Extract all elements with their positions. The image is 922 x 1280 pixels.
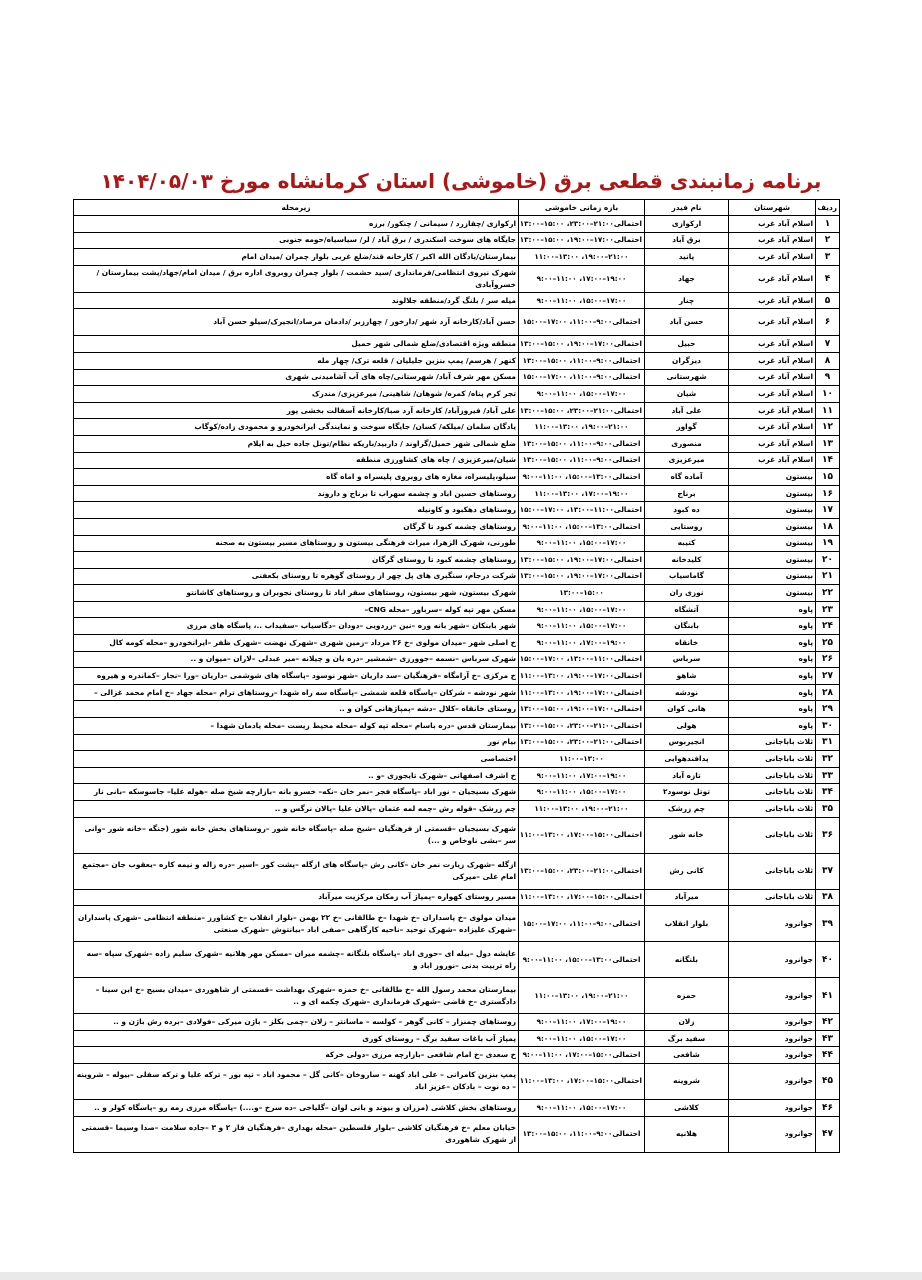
cell-time: ۱۷:۰۰–۱۵:۰۰، ۱۱:۰۰–۹:۰۰ [519,535,645,552]
cell-area: طورنی، شهرک الزهرا، میراث فرهنگی بیستون و روستاهای مسیر بیستون به صحنه [74,535,519,552]
cell-feeder: میرآباد [645,889,729,906]
cell-radif: ۲۶ [816,651,840,668]
cell-feeder: پدافندهوایی [645,751,729,768]
cell-area: بیمارستان/یادگان الله اکبر / کارخانه قند/ضلع غربی بلوار چمران /میدان امام [74,249,519,266]
cell-time: ۲۱:۰۰–۱۹:۰۰، ۱۳:۰۰–۱۱:۰۰ [519,801,645,818]
table-row [74,232,840,249]
cell-feeder: جهاد [645,265,729,292]
cell-feeder: حبیل [645,336,729,353]
cell-city: جوانرود [729,978,816,1014]
cell-city: جوانرود [729,1099,816,1116]
cell-radif: ۳۴ [816,784,840,801]
cell-area: روستاهای چشمه کبود تا گرگان [74,518,519,535]
table-row [74,1063,840,1099]
cell-city: پاوه [729,651,816,668]
cell-area: تجر کرم پناه/ کمره/ شوهان/ شاهینی/ میرعزیزی/ مندرک [74,386,519,403]
cell-area: بیام نور [74,734,519,751]
cell-city: اسلام آباد غرب [729,265,816,292]
cell-city: بیستون [729,502,816,519]
cell-area: علی آباد/ فیروزآباد/ کارخانه آرد صبا/کارخانه آسفالت بخشی پور [74,402,519,419]
table-row [74,568,840,585]
page-title: برنامه زمانبندی قطعی برق (خاموشی) استان کرمانشاه مورخ ۱۴۰۴/۰۵/۰۳ [100,169,822,193]
cell-radif: ۲ [816,232,840,249]
cell-radif: ۳۱ [816,734,840,751]
cell-area: منطقه ویژه اقتصادی/ضلع شمالی شهر حمیل [74,336,519,353]
table-row [74,419,840,436]
cell-area: میله سر / بلنگ گرد/منطقه جلالوند [74,292,519,309]
cell-feeder: حسن آباد [645,309,729,336]
table-row [74,751,840,768]
cell-feeder: پانید [645,249,729,266]
cell-city: اسلام آباد غرب [729,402,816,419]
cell-city: بیستون [729,535,816,552]
cell-area: شهرک نیروی انتظامی/فرمانداری /سید حشمت / بلوار چمران روبروی اداره برق / میدان امام/جهاد/پشت بیمارستان / خسروآبادی [74,265,519,292]
cell-time: ۱۹:۰۰–۱۷:۰۰، ۱۱:۰۰–۹:۰۰ [519,635,645,652]
cell-feeder: بلنگانه [645,942,729,978]
cell-time: احتمالی۱۷:۰۰–۱۹:۰۰، ۱۵:۰۰–۱۳:۰۰ [519,552,645,569]
table-row [74,386,840,403]
cell-radif: ۵ [816,292,840,309]
cell-area: بیمارستان محمد رسول الله –خ طالقانی –خ حمزه –شهرک بهداشت –قسمتی از شاهوردی –میدان بسیج –خ ابن سینا –دادگستری –خ قاضی –شهرک فرمانداری –شهرک چکمه ای و .. [74,978,519,1014]
cell-area: خ اصلی شهر –میدان مولوی –خ ۲۶ مرداد –زمین شهری –شهرک نهضت –شهرک ظفر –ایرانخودرو –محله کومه کال [74,635,519,652]
cell-radif: ۲۳ [816,601,840,618]
cell-time: ۲۱:۰۰–۱۹:۰۰، ۱۳:۰۰–۱۱:۰۰ [519,978,645,1014]
cell-feeder: گواور [645,419,729,436]
cell-city: جوانرود [729,1116,816,1152]
cell-feeder: آتشگاه [645,601,729,618]
table-row [74,635,840,652]
table-row [74,292,840,309]
cell-radif: ۱۰ [816,386,840,403]
cell-time: ۱۷:۰۰–۱۵:۰۰، ۱۱:۰۰–۹:۰۰ [519,618,645,635]
cell-city: اسلام آباد غرب [729,419,816,436]
cell-time: احتمالی۹:۰۰–۱۱:۰۰، ۱۵:۰۰–۱۳:۰۰ [519,1116,645,1152]
table-row [74,889,840,906]
cell-time: ۱۹:۰۰–۱۷:۰۰، ۱۱:۰۰–۹:۰۰ [519,1014,645,1031]
cell-time: احتمالی۱۷:۰۰–۱۹:۰۰، ۱۳:۰۰–۱۱:۰۰ [519,668,645,685]
cell-radif: ۴۰ [816,942,840,978]
cell-time: ۱۵:۰۰–۱۳:۰۰ [519,585,645,602]
cell-radif: ۷ [816,336,840,353]
cell-radif: ۱۱ [816,402,840,419]
cell-radif: ۲۴ [816,618,840,635]
cell-city: ثلاث باباجانی [729,801,816,818]
table-body [74,216,840,1153]
cell-feeder: برناج [645,485,729,502]
cell-feeder: شروینه [645,1063,729,1099]
cell-time: ۱۷:۰۰–۱۵:۰۰، ۱۱:۰۰–۹:۰۰ [519,784,645,801]
cell-radif: ۱۷ [816,502,840,519]
cell-city: پاوه [729,701,816,718]
cell-radif: ۳۹ [816,906,840,942]
table-row [74,817,840,853]
cell-feeder: علی آباد [645,402,729,419]
cell-area: چم زرشک –قوله رش –چمه لمه عثمان –پالان علیا –پالان نرگس و .. [74,801,519,818]
cell-feeder: خانه شور [645,817,729,853]
cell-radif: ۴۳ [816,1030,840,1047]
cell-time: احتمالی۱۷:۰۰–۱۹:۰۰، ۱۵:۰۰–۱۳:۰۰ [519,568,645,585]
cell-city: اسلام آباد غرب [729,435,816,452]
cell-city: پاوه [729,684,816,701]
cell-city: اسلام آباد غرب [729,216,816,233]
table-row [74,942,840,978]
table-row [74,651,840,668]
cell-area: روستاهای حسین اباد و چشمه سهراب تا برناج و داروند [74,485,519,502]
table-row [74,767,840,784]
cell-radif: ۴۲ [816,1014,840,1031]
table-row [74,801,840,818]
cell-time: احتمالی۱۷:۰۰–۱۹:۰۰، ۱۵:۰۰–۱۳:۰۰ [519,336,645,353]
cell-city: جوانرود [729,1047,816,1064]
cell-time: ۱۷:۰۰–۱۵:۰۰، ۱۱:۰۰–۹:۰۰ [519,386,645,403]
cell-time: احتمالی۱۳:۰۰–۱۵:۰۰، ۱۱:۰۰–۹:۰۰ [519,942,645,978]
cell-time: احتمالی۲۱:۰۰–۲۳:۰۰، ۱۵:۰۰–۱۳:۰۰ [519,718,645,735]
cell-city: ثلاث باباجانی [729,784,816,801]
cell-area: روستاهای دهکبود و کاونیله [74,502,519,519]
table-row [74,552,840,569]
cell-feeder: دیزگران [645,352,729,369]
cell-feeder: انجیربوس [645,734,729,751]
cell-time: ۱۳:۰۰–۱۱:۰۰ [519,751,645,768]
cell-radif: ۱ [816,216,840,233]
cell-time: احتمالی۱۳:۰۰–۱۵:۰۰، ۱۱:۰۰–۹:۰۰ [519,518,645,535]
cell-radif: ۳۵ [816,801,840,818]
cell-area: روستاهای چشمه کبود تا روستای گرگان [74,552,519,569]
cell-radif: ۲۲ [816,585,840,602]
cell-radif: ۱۵ [816,469,840,486]
cell-time: ۱۷:۰۰–۱۵:۰۰، ۱۱:۰۰–۹:۰۰ [519,601,645,618]
cell-time: ۱۹:۰۰–۱۷:۰۰، ۱۱:۰۰–۹:۰۰ [519,767,645,784]
table-row [74,369,840,386]
cell-area: یادگان سلمان /میلکه/ کسان/ جایگاه سوخت و نمایندگی ایرانخودرو و محمودی زاده/کوگاب [74,419,519,436]
cell-radif: ۴۵ [816,1063,840,1099]
cell-area: ضلع شمالی شهر حمیل/گراوند / داربید/باریکه نظام/تونل جاده حیل به ایلام [74,435,519,452]
table-row [74,336,840,353]
table-row [74,668,840,685]
cell-city: بیستون [729,568,816,585]
cell-radif: ۳۷ [816,853,840,889]
cell-radif: ۴ [816,265,840,292]
cell-radif: ۲۹ [816,701,840,718]
cell-feeder: سفید برگ [645,1030,729,1047]
cell-area: خ اشرف اصفهانی –شهرک تایجوزی –و .. [74,767,519,784]
cell-city: جوانرود [729,906,816,942]
cell-feeder: هولی [645,718,729,735]
cell-time: احتمالی۲۱:۰۰–۲۳:۰۰، ۱۵:۰۰–۱۳:۰۰ [519,216,645,233]
cell-time: احتمالی۱۳:۰۰–۱۵:۰۰، ۱۱:۰۰–۹:۰۰ [519,469,645,486]
cell-area: روستاهای بخش کلاشی (مزران و بیوند و بانی لوان –گلیاخی –ده سرخ –و....) –پاسگاه مرزی رمه رو –پاسگاه کولر و .. [74,1099,519,1116]
cell-area: کنهر / هرسم/ پمپ بنزین جلیلیان / قلعه ترک/ چهار مله [74,352,519,369]
cell-feeder: چنار [645,292,729,309]
cell-city: پاوه [729,668,816,685]
cell-radif: ۱۸ [816,518,840,535]
cell-city: پاوه [729,718,816,735]
cell-radif: ۲۵ [816,635,840,652]
cell-area: خ سعدی –خ امام شافعی –بازارچه مرزی –دولی خرکه [74,1047,519,1064]
cell-feeder: نوزی ران [645,585,729,602]
cell-city: بیستون [729,485,816,502]
cell-radif: ۶ [816,309,840,336]
cell-time: احتمالی۱۷:۰۰–۱۹:۰۰، ۱۵:۰۰–۱۳:۰۰ [519,232,645,249]
table-row [74,784,840,801]
cell-radif: ۴۶ [816,1099,840,1116]
cell-city: جوانرود [729,1063,816,1099]
table-row [74,309,840,336]
cell-city: جوانرود [729,1030,816,1047]
cell-area: مسیر روستای کهواره –پمپاژ آب زمکان مرکزیت میرآباد [74,889,519,906]
cell-feeder: سرباس [645,651,729,668]
cell-area: میدان مولوی –خ پاسداران –خ شهدا –خ طالقانی –خ ۲۲ بهمن –بلوار انقلاب –خ کشاورز –منطقه انتظامی –شهرک پاسداران –شهرک علیزاده –شهرک توحید –ناحیه کارگاهی –صفی اباد –بیانتوش –شهرک صنعتی [74,906,519,942]
cell-city: جوانرود [729,942,816,978]
cell-area: سیلو،پلیسراه، مغازه های روبروی پلیسراه و اماه گاه [74,469,519,486]
table-row [74,352,840,369]
cell-time: ۱۹:۰۰–۱۷:۰۰، ۱۱:۰۰–۹:۰۰ [519,265,645,292]
cell-feeder: ده کبود [645,502,729,519]
cell-time: احتمالی۹:۰۰–۱۱:۰۰، ۱۵:۰۰–۱۳:۰۰ [519,435,645,452]
cell-time: احتمالی۹:۰۰–۱۱:۰۰، ۱۵:۰۰–۱۳:۰۰ [519,352,645,369]
cell-feeder: منصوری [645,435,729,452]
table-row [74,853,840,889]
table-row [74,216,840,233]
cell-city: اسلام آباد غرب [729,249,816,266]
cell-feeder: کتیبه [645,535,729,552]
cell-area: پمپاژ آب باغات سفید برگ – روستای کوری [74,1030,519,1047]
table-row [74,1030,840,1047]
cell-feeder: میرعزیزی [645,452,729,469]
header-feeder: نام فیدر [645,200,729,216]
cell-radif: ۳۶ [816,817,840,853]
cell-area: شهرک بسیجیان –قسمتی از فرهنگیان –شیخ صله –پاسگاه خانه شور –روستاهای بخش خانه شور (جنگه –خانه شور –وانی سر –بشی ناوخاص و ...) [74,817,519,853]
cell-city: پاوه [729,601,816,618]
table-row [74,265,840,292]
cell-radif: ۲۱ [816,568,840,585]
cell-feeder: حمزه [645,978,729,1014]
cell-city: ثلاث باباجانی [729,853,816,889]
cell-feeder: هانی کوان [645,701,729,718]
outage-schedule-table [73,199,840,1153]
table-row [74,435,840,452]
table-row [74,402,840,419]
cell-radif: ۳۳ [816,767,840,784]
cell-radif: ۸ [816,352,840,369]
cell-city: بیستون [729,518,816,535]
cell-time: احتمالی۲۱:۰۰–۲۳:۰۰، ۱۵:۰۰–۱۳:۰۰ [519,734,645,751]
cell-radif: ۳۸ [816,889,840,906]
cell-feeder: روستایی [645,518,729,535]
cell-area: شهر نودشه – شرکان –پاسگاه قلعه شمشی –پاسگاه سه راه شهدا –روستاهای ترام –محله جهاد –خ امام محمد غزالی – [74,684,519,701]
cell-time: احتمالی۹:۰۰–۱۱:۰۰، ۱۵:۰۰–۱۳:۰۰ [519,452,645,469]
table-row [74,734,840,751]
cell-feeder: شافعی [645,1047,729,1064]
cell-radif: ۳۰ [816,718,840,735]
table-row [74,906,840,942]
table-row [74,518,840,535]
table-row [74,1047,840,1064]
cell-city: ثلاث باباجانی [729,734,816,751]
table-row [74,1014,840,1031]
cell-area: شرکت درجام، سنگبری های پل چهر از روستای گوهره تا روستای بکعفنی [74,568,519,585]
table-row [74,701,840,718]
cell-city: اسلام آباد غرب [729,452,816,469]
cell-time: ۱۷:۰۰–۱۵:۰۰، ۱۱:۰۰–۹:۰۰ [519,1099,645,1116]
table-header-row [74,200,840,216]
cell-area: روستای خانقاه –کلال –دشه –پمپاژهانی کوان و .. [74,701,519,718]
cell-area: مسکن مهر تپه کوله –سرباور –محله CNG– [74,601,519,618]
cell-city: بیستون [729,552,816,569]
cell-time: ۲۱:۰۰–۱۹:۰۰، ۱۳:۰۰–۱۱:۰۰ [519,419,645,436]
header-city: شهرستان [729,200,816,216]
table-row [74,502,840,519]
cell-feeder: شیان [645,386,729,403]
cell-city: اسلام آباد غرب [729,336,816,353]
cell-feeder: بابنگان [645,618,729,635]
cell-area: پمپ بنزین کامرانی – علی اباد کهنه – ساروخان –کانی گل – محمود اباد – تپه بور – ترکه علیا و ترکه سفلی –بیوله – شروینه – ده نوت – بادکان –عزیز اباد [74,1063,519,1099]
cell-time: ۲۱:۰۰–۱۹:۰۰، ۱۳:۰۰–۱۱:۰۰ [519,249,645,266]
cell-feeder: هلانیه [645,1116,729,1152]
cell-radif: ۹ [816,369,840,386]
cell-area: شهرک سرباس –نسمه –جوورزی –شمشیر –دره یان و چیلانه –میر عبدلی –لاران –میوان و .. [74,651,519,668]
cell-area: عایشه دول –بیله ای –حوری اباد –پاسگاه بلنگانه –چشمه میران –مسکن مهر هلانیه –شهرک سلیم زاده –شهرک سپاه –سه راه تربیت بدنی –نوروز اباد و [74,942,519,978]
cell-time: احتمالی۱۵:۰۰–۱۷:۰۰، ۱۱:۰۰–۹:۰۰ [519,1047,645,1064]
cell-feeder: کلاشی [645,1099,729,1116]
cell-radif: ۴۴ [816,1047,840,1064]
table-row [74,485,840,502]
cell-feeder: شاهو [645,668,729,685]
cell-radif: ۱۳ [816,435,840,452]
cell-city: اسلام آباد غرب [729,309,816,336]
table-row [74,978,840,1014]
cell-area: حسن آباد/کارخانه آرد شهر /دارخور / چهارزبر /دادمان مرصاد/انجیرک/سیلو حسن آباد [74,309,519,336]
cell-area: خ مرکزی –خ آرامگاه –فرهنگیان –سد داریان –شهر نوسود –پاسگاه های شوشمی –داریان –ورا –نجار –کماندره و هیروه [74,668,519,685]
cell-area: جایگاه های سوخت اسکندری / برق آباد / لر/ سیاسیاه/حومه جنوبی [74,232,519,249]
cell-time: احتمالی۱۱:۰۰–۱۳:۰۰، ۱۷:۰۰–۱۵:۰۰ [519,651,645,668]
cell-time: احتمالی۹:۰۰–۱۱:۰۰، ۱۷:۰۰–۱۵:۰۰ [519,369,645,386]
cell-time: احتمالی۱۷:۰۰–۱۹:۰۰، ۱۳:۰۰–۱۱:۰۰ [519,684,645,701]
cell-radif: ۴۷ [816,1116,840,1152]
cell-area: ارکوازی /چقازرد / سیمانی / چنکور/ برزه [74,216,519,233]
cell-radif: ۱۶ [816,485,840,502]
cell-feeder: شهرستانی [645,369,729,386]
cell-city: اسلام آباد غرب [729,292,816,309]
cell-radif: ۱۹ [816,535,840,552]
schedule-table-wrapper [73,199,839,1153]
table-row [74,718,840,735]
table-row [74,1099,840,1116]
header-time: بازه زمانی خاموشی [519,200,645,216]
cell-time: احتمالی۲۱:۰۰–۲۳:۰۰، ۱۵:۰۰–۱۳:۰۰ [519,402,645,419]
table-row [74,469,840,486]
bottom-edge [0,1272,922,1280]
cell-radif: ۱۲ [816,419,840,436]
table-row [74,618,840,635]
cell-city: پاوه [729,618,816,635]
cell-time: احتمالی۱۵:۰۰–۱۷:۰۰، ۱۳:۰۰–۱۱:۰۰ [519,1063,645,1099]
cell-radif: ۴۱ [816,978,840,1014]
cell-area: شهرک بیستون، شهر بیستون، روستاهای سقر اباد تا روستای نجوبران و روستاهای کاشانتو [74,585,519,602]
cell-area: شیان/میرعزیزی / چاه های کشاورزی منطقه [74,452,519,469]
cell-city: بیستون [729,469,816,486]
cell-city: بیستون [729,585,816,602]
cell-feeder: چم زرشک [645,801,729,818]
cell-area: شهرک بسیجیان – نور اباد –پاسگاه فجر –نمر خان –نکه– خسرو بانه –بازارچه شیخ صله –هوله علیا– جاسوسکه –بانی نار [74,784,519,801]
table-row [74,601,840,618]
cell-time: احتمالی۱۵:۰۰–۱۷:۰۰، ۱۳:۰۰–۱۱:۰۰ [519,817,645,853]
cell-area: مسکن مهر شرف آباد/ شهرستانی/چاه های آب آشامیدنی شهری [74,369,519,386]
cell-radif: ۲۸ [816,684,840,701]
cell-city: ثلاث باباجانی [729,817,816,853]
cell-area: بیمارستان قدس –دره باسام –محله تپه کوله –محله محیط زیست –محله یادمان شهدا – [74,718,519,735]
cell-area: خیابان معلم –خ فرهنگیان کلاشی –بلوار فلسطین –محله بهداری –فرهنگیان فاز ۲ و ۳ –جاده سلامت –صدا وسیما –قسمتی از شهرک شاهوردی [74,1116,519,1152]
cell-area: ازگله –شهرک زیارت نمر خان –کانی رش –پاسگاه های ازگله –پشت کور –اسپر –دره زاله و نیمه کاره –یعقوب جان –مجتمع امام علی –میرکی [74,853,519,889]
cell-city: ثلاث باباجانی [729,767,816,784]
cell-radif: ۳ [816,249,840,266]
table-row [74,1116,840,1152]
header-radif: ردیف [816,200,840,216]
cell-time: احتمالی۱۱:۰۰–۱۳:۰۰، ۱۷:۰۰–۱۵:۰۰ [519,502,645,519]
table-row [74,684,840,701]
table-row [74,452,840,469]
cell-time: احتمالی۱۵:۰۰–۱۷:۰۰، ۱۳:۰۰–۱۱:۰۰ [519,889,645,906]
cell-feeder: برق آباد [645,232,729,249]
cell-city: اسلام آباد غرب [729,386,816,403]
cell-feeder: بلوار انقلاب [645,906,729,942]
cell-feeder: گاماسیاب [645,568,729,585]
cell-time: ۱۹:۰۰–۱۷:۰۰، ۱۳:۰۰–۱۱:۰۰ [519,485,645,502]
cell-feeder: نودشه [645,684,729,701]
cell-city: ثلاث باباجانی [729,889,816,906]
cell-radif: ۳۲ [816,751,840,768]
cell-city: اسلام آباد غرب [729,352,816,369]
cell-area: روستاهای چمنزار – کانی گوهر – کولسه – ماسانتر – زلان –چمی بکلز – باژن میرکی –فولادی –برده رش باژن و .. [74,1014,519,1031]
cell-feeder: ارکوازی [645,216,729,233]
cell-time: احتمالی۲۱:۰۰–۲۳:۰۰، ۱۵:۰۰–۱۳:۰۰ [519,853,645,889]
cell-feeder: کانی رش [645,853,729,889]
cell-city: اسلام آباد غرب [729,232,816,249]
cell-time: احتمالی۹:۰۰–۱۱:۰۰، ۱۷:۰۰–۱۵:۰۰ [519,906,645,942]
table-row [74,249,840,266]
cell-city: پاوه [729,635,816,652]
cell-area: اختصاصی [74,751,519,768]
cell-area: شهر بابنکان –شهر بانه وره –نین –زردویی –دودان –دگاسیاب –سفیداب ..، پاسگاه های مرزی [74,618,519,635]
cell-time: ۱۷:۰۰–۱۵:۰۰، ۱۱:۰۰–۹:۰۰ [519,292,645,309]
cell-city: اسلام آباد غرب [729,369,816,386]
table-row [74,585,840,602]
cell-feeder: توتل نوسود۲ [645,784,729,801]
cell-city: ثلاث باباجانی [729,751,816,768]
cell-feeder: تازه آباد [645,767,729,784]
cell-time: ۱۷:۰۰–۱۵:۰۰، ۱۱:۰۰–۹:۰۰ [519,1030,645,1047]
cell-radif: ۱۴ [816,452,840,469]
cell-feeder: خانقاه [645,635,729,652]
cell-feeder: آماده گاه [645,469,729,486]
cell-time: احتمالی۹:۰۰–۱۱:۰۰، ۱۷:۰۰–۱۵:۰۰ [519,309,645,336]
cell-city: جوانرود [729,1014,816,1031]
table-row [74,535,840,552]
cell-radif: ۲۷ [816,668,840,685]
cell-time: احتمالی۱۷:۰۰–۱۹:۰۰، ۱۵:۰۰–۱۳:۰۰ [519,701,645,718]
cell-feeder: زلان [645,1014,729,1031]
cell-feeder: کلیدخانه [645,552,729,569]
header-area: زیرمحله [74,200,519,216]
cell-radif: ۲۰ [816,552,840,569]
